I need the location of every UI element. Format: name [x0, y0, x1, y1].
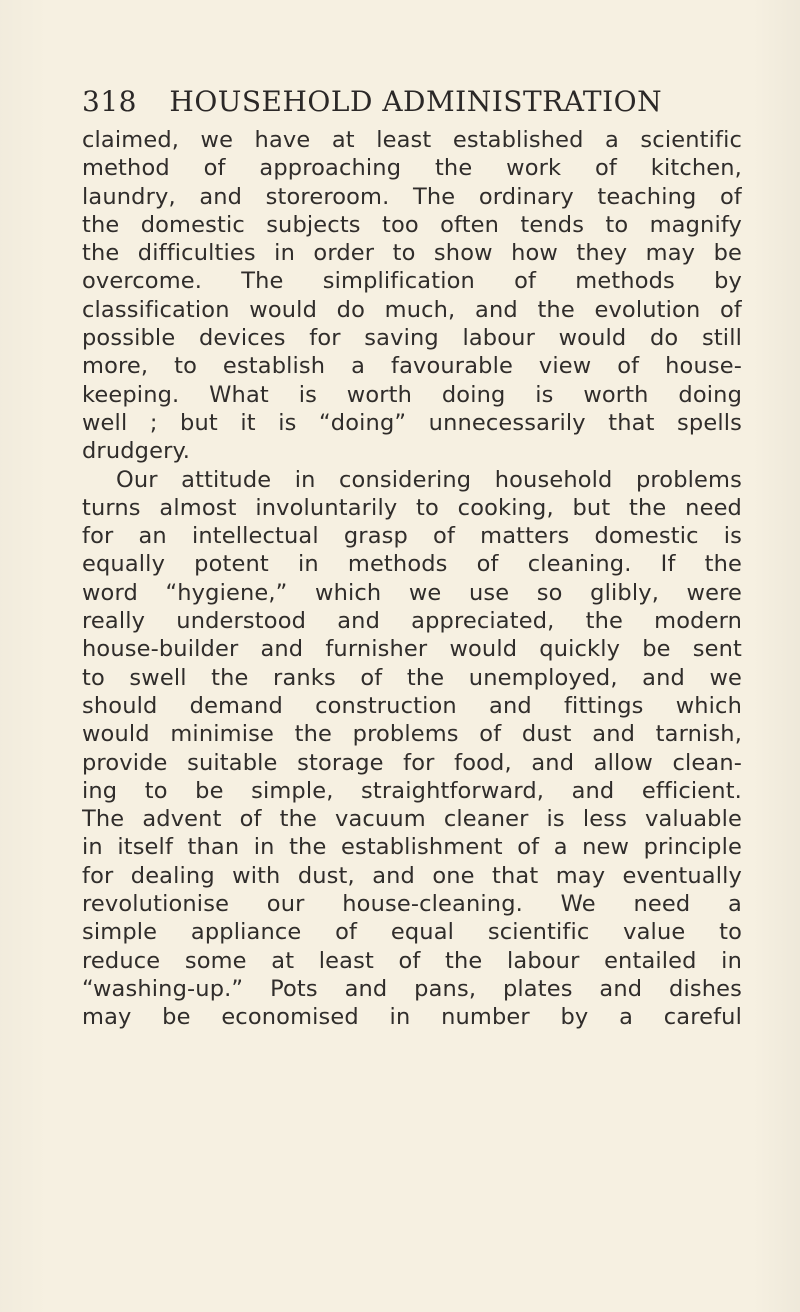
- text-line: word “hygiene,” which we use so glibly, were: [82, 579, 742, 606]
- text-line: keeping. What is worth doing is worth doing: [82, 381, 742, 408]
- text-line: The advent of the vacuum cleaner is less valuable: [82, 806, 742, 833]
- text-line: well ; but it is “doing” unnecessarily that spells: [82, 409, 742, 436]
- paragraph-end-line: drudgery.: [82, 438, 191, 465]
- text-line: would minimise the problems of dust and tarnish,: [82, 721, 742, 748]
- text-line: for an intellectual grasp of matters domestic is: [82, 523, 742, 550]
- text-line: claimed, we have at least established a scientific: [82, 127, 742, 153]
- text-line: equally potent in methods of cleaning. If the: [82, 551, 742, 578]
- text-line: the difficulties in order to show how they may be: [82, 240, 742, 267]
- text-line: the domestic subjects too often tends to magnify: [82, 211, 742, 238]
- text-line: reduce some at least of the labour entailed in: [82, 947, 742, 974]
- text-line: overcome. The simplification of methods by: [82, 268, 742, 295]
- text-line: for dealing with dust, and one that may eventually: [82, 862, 742, 889]
- text-line: method of approaching the work of kitchen,: [82, 155, 742, 182]
- text-line: “washing-up.” Pots and pans, plates and dishes: [82, 975, 742, 1002]
- text-line: provide suitable storage for food, and allow clean-: [82, 749, 742, 776]
- text-line: laundry, and storeroom. The ordinary teaching of: [82, 183, 742, 210]
- text-line: ing to be simple, straightforward, and efficient.: [82, 777, 742, 804]
- text-line: simple appliance of equal scientific value to: [82, 919, 742, 946]
- text-line: turns almost involuntarily to cooking, but the need: [82, 494, 742, 521]
- running-head: [82, 82, 742, 122]
- text-line: in itself than in the establishment of a new principle: [82, 834, 742, 861]
- text-line: should demand construction and fittings which: [82, 692, 742, 719]
- text-line: revolutionise our house-cleaning. We need a: [82, 891, 742, 918]
- text-line: really understood and appreciated, the modern: [82, 608, 742, 635]
- text-line: may be economised in number by a careful: [82, 1004, 742, 1031]
- text-line: possible devices for saving labour would do still: [82, 325, 742, 352]
- text-line: more, to establish a favourable view of house-: [82, 353, 742, 380]
- body-text: [82, 126, 742, 1032]
- text-line: house-builder and furnisher would quickly be sent: [82, 636, 742, 663]
- text-line: to swell the ranks of the unemployed, and we: [82, 664, 742, 691]
- text-line: classification would do much, and the evolution of: [82, 296, 742, 323]
- running-head-title: HOUSEHOLD ADMINISTRATION: [169, 85, 663, 118]
- page-number: 318: [82, 85, 137, 118]
- paragraph-start-line: Our attitude in considering household problems: [116, 466, 742, 493]
